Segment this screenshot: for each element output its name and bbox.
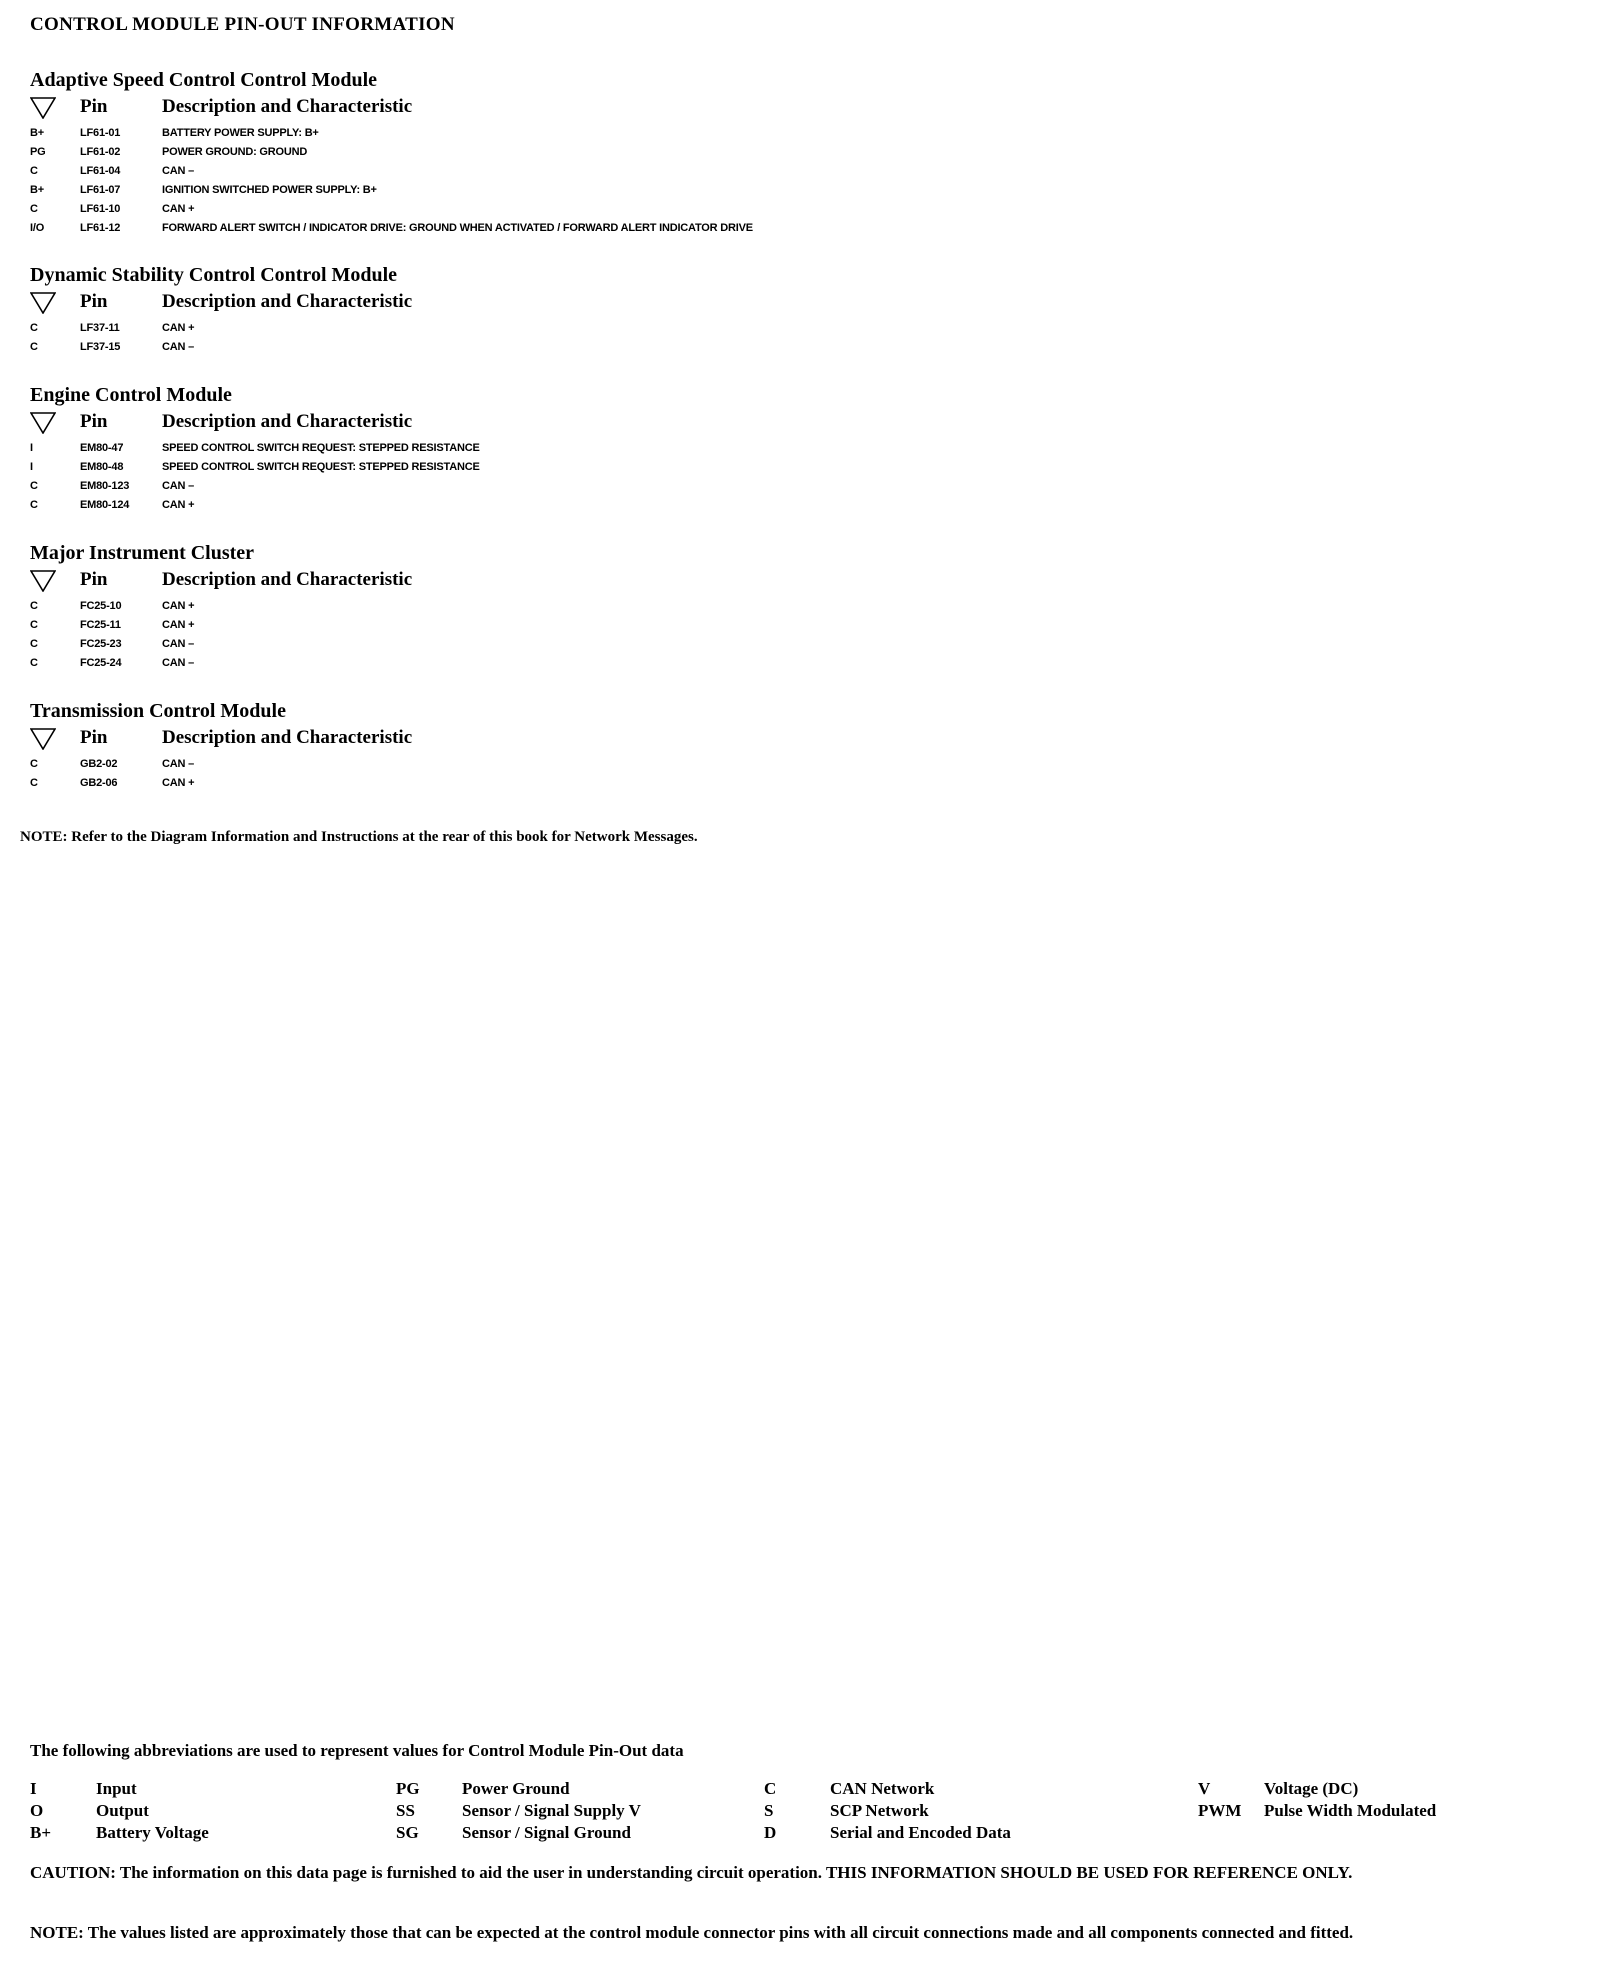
pin-description: BATTERY POWER SUPPLY: B+ (162, 127, 319, 139)
abbreviation-meaning: Input (96, 1779, 137, 1798)
abbreviation-code: I (30, 1779, 37, 1798)
abbreviation-item (396, 1778, 736, 1800)
table-row (30, 200, 1570, 219)
signal-type: C (30, 657, 38, 669)
signal-type: I (30, 461, 33, 473)
abbreviation-item (1198, 1800, 1538, 1822)
table-header (30, 725, 1570, 755)
pin-description: FORWARD ALERT SWITCH / INDICATOR DRIVE: GROUND WHEN ACTIVATED / FORWARD ALERT INDICATOR DRIVE (162, 222, 753, 234)
module-section-adaptive-speed-control (30, 66, 1570, 238)
pin-description: SPEED CONTROL SWITCH REQUEST: STEPPED RESISTANCE (162, 442, 480, 454)
signal-type: C (30, 638, 38, 650)
signal-type: C (30, 499, 38, 511)
abbreviations-legend (30, 1778, 1570, 1848)
abbreviation-meaning: Power Ground (462, 1779, 570, 1798)
module-section-engine-control (30, 381, 1570, 515)
signal-type: C (30, 341, 38, 353)
signal-type: C (30, 165, 38, 177)
pin-id: LF61-12 (80, 222, 121, 234)
abbreviation-meaning: CAN Network (830, 1779, 935, 1798)
network-messages-note: NOTE: Refer to the Diagram Information and Instructions at the rear of this book for Network Messages. (20, 829, 698, 845)
abbreviation-code: PWM (1198, 1801, 1242, 1820)
table-row (30, 496, 1570, 515)
table-row (30, 338, 1570, 357)
table-row (30, 635, 1570, 654)
signal-type: C (30, 758, 38, 770)
signal-type: C (30, 203, 38, 215)
triangle-down-icon (30, 570, 56, 592)
pin-id: EM80-47 (80, 442, 124, 454)
module-section-transmission-control (30, 697, 1570, 793)
abbreviation-code: PG (396, 1779, 420, 1798)
signal-type: B+ (30, 127, 44, 139)
abbreviation-meaning: Battery Voltage (96, 1823, 209, 1842)
pin-id: FC25-24 (80, 657, 122, 669)
table-row (30, 597, 1570, 616)
description-column-header: Description and Characteristic (162, 411, 413, 432)
pin-description: CAN + (162, 777, 195, 789)
triangle-down-icon (30, 292, 56, 314)
signal-type: C (30, 600, 38, 612)
table-row (30, 654, 1570, 673)
pin-description: CAN + (162, 619, 195, 631)
pin-id: EM80-48 (80, 461, 124, 473)
caution-note: CAUTION: The information on this data page is furnished to aid the user in understanding circuit operation. THIS INFORMATION SHOULD BE USED FOR REFERENCE ONLY. (30, 1863, 1353, 1882)
table-row (30, 162, 1570, 181)
pin-description: CAN – (162, 638, 195, 650)
pin-id: LF37-15 (80, 341, 121, 353)
abbreviation-code: C (764, 1779, 777, 1798)
description-column-header: Description and Characteristic (162, 727, 413, 748)
signal-type: PG (30, 146, 46, 158)
signal-type: C (30, 480, 38, 492)
abbreviation-item (764, 1778, 1124, 1800)
module-title: Transmission Control Module (30, 700, 286, 722)
table-row (30, 458, 1570, 477)
module-section-major-instrument-cluster (30, 539, 1570, 673)
pin-id: LF61-10 (80, 203, 121, 215)
signal-type: I/O (30, 222, 45, 234)
abbreviation-code: O (30, 1801, 44, 1820)
pin-column-header: Pin (80, 569, 108, 590)
signal-type: C (30, 777, 38, 789)
pin-id: GB2-06 (80, 777, 118, 789)
abbreviation-meaning: Serial and Encoded Data (830, 1823, 1011, 1842)
description-column-header: Description and Characteristic (162, 291, 413, 312)
abbreviations-intro: The following abbreviations are used to represent values for Control Module Pin-Out data (30, 1741, 684, 1760)
module-title: Engine Control Module (30, 384, 232, 406)
table-header (30, 289, 1570, 319)
abbreviation-code: S (764, 1801, 774, 1820)
abbreviation-meaning: Sensor / Signal Ground (462, 1823, 631, 1842)
values-note: NOTE: The values listed are approximately those that can be expected at the control module connector pins with all circuit connections made and all components connected and fitted. (30, 1923, 1354, 1942)
pin-id: LF61-01 (80, 127, 121, 139)
pin-description: CAN + (162, 322, 195, 334)
pin-id: FC25-11 (80, 619, 121, 631)
signal-type: B+ (30, 184, 44, 196)
signal-type: C (30, 619, 38, 631)
table-header (30, 409, 1570, 439)
table-row (30, 181, 1570, 200)
pin-column-header: Pin (80, 727, 108, 748)
description-column-header: Description and Characteristic (162, 569, 413, 590)
pin-id: EM80-123 (80, 480, 130, 492)
abbreviation-item (30, 1822, 330, 1844)
table-row (30, 477, 1570, 496)
module-title: Major Instrument Cluster (30, 542, 255, 564)
module-title: Dynamic Stability Control Control Module (30, 264, 398, 286)
table-row (30, 616, 1570, 635)
pin-description: CAN – (162, 657, 195, 669)
abbreviation-meaning: Output (96, 1801, 149, 1820)
pin-description: CAN – (162, 165, 195, 177)
pin-description: CAN + (162, 600, 195, 612)
abbreviation-item (764, 1800, 1124, 1822)
page-title: CONTROL MODULE PIN-OUT INFORMATION (30, 14, 455, 35)
signal-type: C (30, 322, 38, 334)
table-row (30, 219, 1570, 238)
pin-id: LF61-04 (80, 165, 121, 177)
pin-column-header: Pin (80, 291, 108, 312)
abbreviation-meaning: Pulse Width Modulated (1264, 1801, 1437, 1820)
table-header (30, 567, 1570, 597)
pin-id: GB2-02 (80, 758, 118, 770)
abbreviation-item (1198, 1778, 1538, 1800)
abbreviation-code: B+ (30, 1823, 52, 1842)
pin-id: LF61-07 (80, 184, 121, 196)
abbreviation-item (30, 1778, 330, 1800)
triangle-down-icon (30, 728, 56, 750)
module-title: Adaptive Speed Control Control Module (30, 69, 378, 91)
signal-type: I (30, 442, 33, 454)
table-row (30, 774, 1570, 793)
pin-description: IGNITION SWITCHED POWER SUPPLY: B+ (162, 184, 377, 196)
module-section-dynamic-stability-control (30, 261, 1570, 357)
table-header (30, 94, 1570, 124)
pin-description: CAN – (162, 758, 195, 770)
abbreviation-item (396, 1822, 736, 1844)
table-row (30, 124, 1570, 143)
pin-id: LF37-11 (80, 322, 120, 334)
pin-id: FC25-10 (80, 600, 122, 612)
table-row (30, 755, 1570, 774)
pin-description: CAN + (162, 203, 195, 215)
pin-column-header: Pin (80, 411, 108, 432)
pin-description: POWER GROUND: GROUND (162, 146, 308, 158)
pin-description: CAN + (162, 499, 195, 511)
abbreviation-code: SG (396, 1823, 419, 1842)
pin-id: LF61-02 (80, 146, 121, 158)
abbreviation-item (764, 1822, 1124, 1844)
abbreviation-meaning: Sensor / Signal Supply V (462, 1801, 641, 1820)
abbreviation-code: V (1198, 1779, 1211, 1798)
abbreviation-code: D (764, 1823, 777, 1842)
pin-id: FC25-23 (80, 638, 122, 650)
table-row (30, 319, 1570, 338)
pin-id: EM80-124 (80, 499, 130, 511)
pin-description: CAN – (162, 480, 195, 492)
description-column-header: Description and Characteristic (162, 96, 413, 117)
abbreviation-meaning: Voltage (DC) (1264, 1779, 1359, 1798)
pin-description: SPEED CONTROL SWITCH REQUEST: STEPPED RESISTANCE (162, 461, 480, 473)
table-row (30, 439, 1570, 458)
abbreviation-item (30, 1800, 330, 1822)
triangle-down-icon (30, 97, 56, 119)
abbreviation-meaning: SCP Network (830, 1801, 929, 1820)
triangle-down-icon (30, 412, 56, 434)
abbreviation-code: SS (396, 1801, 415, 1820)
abbreviation-item (396, 1800, 736, 1822)
pin-description: CAN – (162, 341, 195, 353)
table-row (30, 143, 1570, 162)
pin-column-header: Pin (80, 96, 108, 117)
